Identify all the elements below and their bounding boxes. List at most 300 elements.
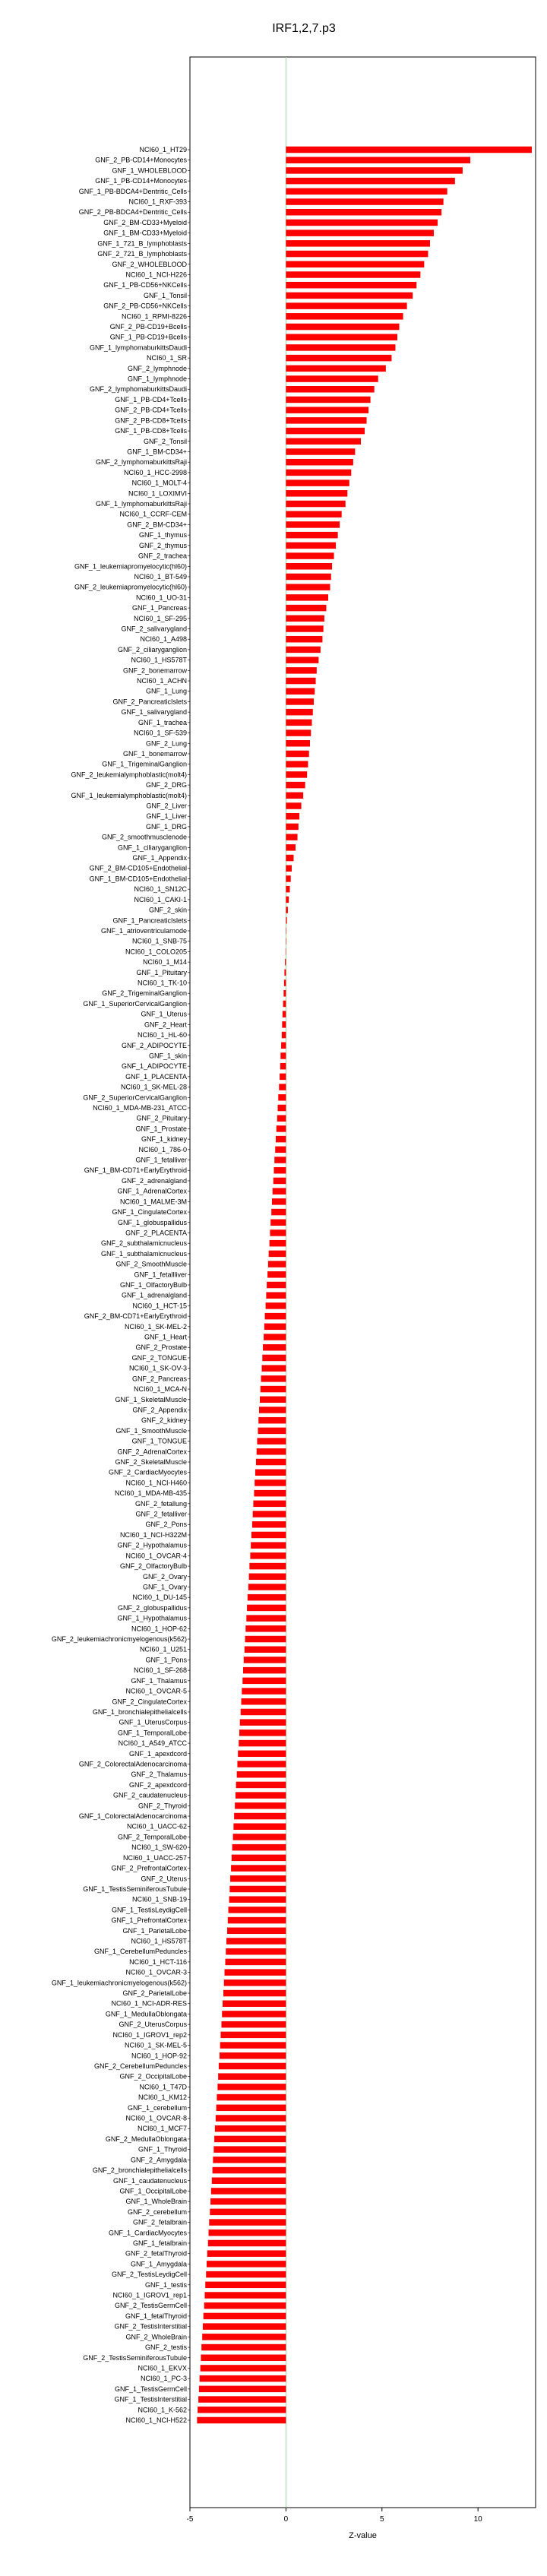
bar xyxy=(286,229,434,236)
bar xyxy=(286,802,301,809)
bar xyxy=(234,1813,286,1819)
bar xyxy=(249,1574,286,1580)
category-label: GNF_2_PB-BDCA4+Dentritic_Cells xyxy=(78,208,187,217)
category-label: NCI60_1_IGROV1_rep2 xyxy=(112,2030,187,2039)
category-label: GNF_1_skin xyxy=(148,1052,187,1060)
category-label: GNF_2_cerebellum xyxy=(127,2207,187,2216)
bar xyxy=(286,688,315,694)
bar xyxy=(286,251,428,257)
bar xyxy=(224,1979,286,1986)
category-label: GNF_1_cerebellum xyxy=(127,2103,187,2112)
category-label: GNF_2_CardiacMyocytes xyxy=(108,1468,187,1476)
bar xyxy=(270,1220,286,1226)
bar xyxy=(204,2302,286,2309)
category-label: GNF_1_trachea xyxy=(138,718,187,726)
category-label: GNF_2_globuspallidus xyxy=(117,1603,187,1612)
bar xyxy=(255,1479,286,1486)
bar xyxy=(286,417,366,423)
category-label: NCI60_1_ACHN xyxy=(136,677,187,685)
category-label: GNF_2_DRG xyxy=(145,781,187,790)
category-label: NCI60_1_SNB-19 xyxy=(131,1895,187,1904)
bar xyxy=(250,1552,286,1559)
category-label: GNF_1_fetalThyroid xyxy=(125,2312,187,2320)
category-label: NCI60_1_DU-145 xyxy=(132,1593,187,1602)
category-label: GNF_1_globuspallidus xyxy=(117,1218,187,1226)
category-label: GNF_2_CingulateCortex xyxy=(112,1698,187,1706)
bar xyxy=(286,438,361,445)
bar xyxy=(253,1501,286,1507)
bar xyxy=(264,1334,286,1340)
bar xyxy=(286,667,316,673)
category-label: NCI60_1_KM12 xyxy=(138,2093,187,2102)
bar xyxy=(286,813,299,819)
x-axis xyxy=(187,2508,483,2524)
category-label: GNF_2_leukemialymphoblastic(molt4) xyxy=(71,771,187,779)
category-label: GNF_2_ColorectalAdenocarcinoma xyxy=(78,1760,187,1768)
bar xyxy=(279,1084,286,1090)
category-label: NCI60_1_SW-620 xyxy=(131,1843,187,1852)
category-label: NCI60_1_OVCAR-3 xyxy=(125,1968,187,1976)
category-label: GNF_2_BM-CD71+EarlyErythroid xyxy=(84,1312,187,1321)
category-label: NCI60_1_HL-60 xyxy=(137,1031,187,1040)
category-label: GNF_2_OlfactoryBulb xyxy=(119,1562,187,1571)
category-label: NCI60_1_HCT-116 xyxy=(129,1957,187,1966)
category-label: GNF_2_TestisInterstitial xyxy=(114,2322,187,2331)
category-label: GNF_2_SuperiorCervicalGanglion xyxy=(83,1093,187,1102)
category-label: GNF_1_fetalliver xyxy=(135,1156,187,1164)
category-label: GNF_2_UterusCorpus xyxy=(119,2021,187,2029)
bar xyxy=(286,188,447,195)
bar xyxy=(251,1532,286,1538)
bar xyxy=(226,1948,286,1954)
category-label: GNF_2_BM-CD33+Myeloid xyxy=(103,218,187,226)
bar xyxy=(286,605,326,611)
category-label: NCI60_1_SK-MEL-28 xyxy=(120,1083,187,1091)
bar xyxy=(204,2292,286,2298)
category-label: NCI60_1_SK-MEL-2 xyxy=(124,1322,187,1331)
category-label: GNF_2_Pituitary xyxy=(136,1114,187,1122)
category-label: GNF_1_caudatenucleus xyxy=(112,2176,187,2185)
bar xyxy=(212,2178,286,2184)
bar xyxy=(248,1584,286,1590)
category-label: GNF_2_ciliaryganglion xyxy=(117,645,187,653)
category-label: GNF_2_AdrenalCortex xyxy=(117,1448,187,1456)
bar xyxy=(258,1417,286,1423)
bar xyxy=(286,698,314,704)
bar xyxy=(286,490,347,496)
category-label: NCI60_1_MCF7 xyxy=(137,2125,187,2133)
category-label: NCI60_1_SF-539 xyxy=(133,729,187,737)
category-label: GNF_2_fetalbrain xyxy=(132,2218,187,2226)
category-label: NCI60_1_CAKI-1 xyxy=(134,895,187,903)
bar xyxy=(286,386,374,392)
category-label: GNF_2_Thalamus xyxy=(131,1771,187,1779)
category-label: GNF_2_WHOLEBLOOD xyxy=(112,260,187,268)
category-label: GNF_2_TestisLeydigCell xyxy=(111,2271,187,2279)
bar xyxy=(229,1907,286,1913)
category-label: GNF_1_kidney xyxy=(141,1135,187,1144)
bar xyxy=(221,2021,286,2027)
bar xyxy=(201,2355,286,2361)
bar xyxy=(286,501,345,507)
category-label: NCI60_1_MCA-N xyxy=(133,1385,187,1394)
category-label: GNF_1_PancreaticIslets xyxy=(112,916,187,925)
category-label: GNF_1_Prostate xyxy=(135,1125,187,1133)
category-label: GNF_2_smoothmusclenode xyxy=(101,833,187,841)
category-label: NCI60_1_UACC-257 xyxy=(122,1853,187,1862)
category-label: GNF_2_SmoothMuscle xyxy=(115,1260,187,1268)
category-label: GNF_2_Ovary xyxy=(142,1572,187,1581)
category-label: GNF_2_MedullaOblongata xyxy=(105,2135,187,2143)
bar xyxy=(207,2250,286,2256)
category-label: GNF_2_Amygdala xyxy=(130,2156,187,2164)
bar xyxy=(270,1240,286,1246)
category-label: GNF_1_TestisInterstitial xyxy=(114,2395,187,2404)
bar xyxy=(213,2167,286,2173)
bar xyxy=(238,1751,286,1757)
category-label: NCI60_1_EKVX xyxy=(138,2364,187,2372)
bar xyxy=(218,2073,286,2079)
bar xyxy=(252,1521,286,1527)
bar xyxy=(286,543,336,549)
bar xyxy=(208,2240,286,2246)
bar xyxy=(246,1615,286,1621)
category-label: GNF_2_salivarygland xyxy=(121,625,187,633)
bar xyxy=(241,1709,286,1715)
bar xyxy=(209,2219,286,2225)
bar xyxy=(286,157,470,163)
bar xyxy=(274,1157,286,1163)
bar xyxy=(269,1251,286,1257)
category-label: GNF_2_TONGUE xyxy=(131,1353,187,1362)
bar xyxy=(274,1167,286,1173)
category-label: GNF_1_PB-CD19+Bcells xyxy=(109,333,187,341)
bar xyxy=(281,1043,286,1049)
bar xyxy=(275,1147,286,1153)
bar xyxy=(286,855,293,861)
category-label: GNF_1_fetalbrain xyxy=(132,2239,187,2247)
bar xyxy=(280,1052,286,1059)
bar xyxy=(286,740,310,746)
bar xyxy=(241,1698,286,1704)
bar xyxy=(213,2157,286,2163)
category-label: GNF_1_PB-CD8+Tcells xyxy=(115,427,187,435)
category-label: NCI60_1_RPMI-8226 xyxy=(121,312,187,321)
bar xyxy=(286,470,351,476)
category-label: GNF_2_Appendix xyxy=(132,1406,187,1414)
bar xyxy=(258,1428,286,1434)
category-label: NCI60_1_NCI-H522 xyxy=(125,2416,187,2424)
bar xyxy=(286,448,355,454)
category-label: GNF_1_Tonsil xyxy=(143,291,187,299)
category-label: GNF_2_PB-CD4+Tcells xyxy=(115,406,187,414)
bar xyxy=(286,407,368,413)
category-label: GNF_1_UterusCorpus xyxy=(119,1718,187,1726)
x-tick-label: 0 xyxy=(283,2515,289,2524)
bar xyxy=(272,1198,286,1204)
category-label: GNF_2_Pons xyxy=(145,1521,187,1529)
bar xyxy=(264,1324,286,1330)
category-label: NCI60_1_MDA-MB-435 xyxy=(114,1489,187,1498)
category-label: GNF_2_PrefrontalCortex xyxy=(111,1864,187,1872)
bar xyxy=(286,178,454,184)
category-label: NCI60_1_COLO205 xyxy=(125,948,187,956)
bar xyxy=(286,240,430,246)
bar xyxy=(286,897,289,903)
y-axis-labels xyxy=(52,146,190,2424)
bar xyxy=(247,1605,286,1611)
bar xyxy=(265,1313,286,1319)
category-label: GNF_2_Pancreas xyxy=(131,1375,187,1383)
bar xyxy=(277,1125,286,1131)
category-label: NCI60_1_RXF-393 xyxy=(128,198,187,206)
bar xyxy=(286,302,406,309)
bar xyxy=(286,844,296,850)
bar xyxy=(226,1959,286,1965)
bar xyxy=(242,1678,286,1684)
category-label: GNF_1_PB-BDCA4+Dentritic_Cells xyxy=(78,187,187,195)
category-label: NCI60_1_786-0 xyxy=(138,1145,187,1154)
category-label: GNF_1_Appendix xyxy=(132,854,187,862)
bar xyxy=(286,886,289,892)
category-label: GNF_2_Hypothalamus xyxy=(117,1541,187,1549)
category-label: GNF_1_lymphnode xyxy=(127,375,187,383)
category-label: GNF_2_BM-CD105+Endothelial xyxy=(89,864,187,872)
category-label: NCI60_1_HCC-2998 xyxy=(123,468,187,476)
category-label: GNF_2_leukemiachronicmyelogenous(k562) xyxy=(51,1635,187,1644)
category-label: GNF_2_lymphomaburkittsRaji xyxy=(95,458,187,467)
category-label: NCI60_1_IGROV1_rep1 xyxy=(112,2291,187,2299)
category-label: GNF_1_AdrenalCortex xyxy=(117,1187,187,1195)
bar xyxy=(217,2105,286,2111)
category-label: NCI60_1_PC-3 xyxy=(140,2375,187,2383)
bar xyxy=(286,366,385,372)
bar xyxy=(286,511,341,517)
category-label: GNF_1_SmoothMuscle xyxy=(115,1426,187,1435)
category-label: GNF_1_lymphomaburkittsDaudi xyxy=(89,343,187,352)
chart-title: IRF1,2,7.p3 xyxy=(272,22,336,35)
bar xyxy=(251,1542,286,1548)
bar xyxy=(245,1646,286,1652)
bar xyxy=(284,979,286,986)
bar xyxy=(267,1271,286,1277)
category-label: NCI60_1_NCI-H226 xyxy=(125,271,187,279)
bar xyxy=(233,1823,286,1829)
bar xyxy=(244,1657,286,1663)
category-label: GNF_2_BM-CD34+ xyxy=(127,521,187,529)
category-label: GNF_2_Prostate xyxy=(135,1343,187,1352)
category-label: NCI60_1_BT-549 xyxy=(134,572,187,581)
bar xyxy=(200,2375,286,2381)
bar xyxy=(228,1917,286,1923)
bar xyxy=(215,2125,286,2131)
bar xyxy=(286,657,318,663)
category-label: GNF_2_PB-CD8+Tcells xyxy=(115,416,187,425)
x-tick-label: 10 xyxy=(473,2515,482,2524)
bar xyxy=(232,1855,286,1861)
bar xyxy=(286,782,305,788)
category-label: NCI60_1_SN12C xyxy=(134,885,187,894)
category-label: NCI60_1_MOLT-4 xyxy=(131,479,187,487)
bar xyxy=(229,1886,286,1892)
category-label: NCI60_1_K-562 xyxy=(138,2406,187,2414)
category-label: GNF_1_Liver xyxy=(146,812,187,821)
bar xyxy=(232,1844,286,1850)
bar xyxy=(268,1261,286,1267)
category-label: GNF_2_bonemarrow xyxy=(122,666,187,675)
bar xyxy=(220,2052,286,2059)
category-label: NCI60_1_M14 xyxy=(142,958,187,967)
bar xyxy=(280,1074,286,1080)
category-label: GNF_1_BM-CD105+Endothelial xyxy=(89,875,187,883)
category-label: NCI60_1_SK-OV-3 xyxy=(128,1364,187,1372)
bar xyxy=(286,198,443,204)
bar xyxy=(286,428,365,434)
category-label: GNF_1_OlfactoryBulb xyxy=(119,1281,187,1289)
category-label: GNF_2_Tonsil xyxy=(143,437,187,445)
category-label: NCI60_1_NCI-H322M xyxy=(119,1530,187,1539)
bar xyxy=(286,865,292,871)
bar xyxy=(277,1115,286,1121)
category-label: NCI60_1_HOP-92 xyxy=(131,2052,187,2060)
category-label: GNF_2_PLACENTA xyxy=(125,1229,187,1237)
bar xyxy=(206,2271,286,2277)
bar xyxy=(286,678,315,684)
bar xyxy=(237,1761,286,1767)
category-label: GNF_1_WHOLEBLOOD xyxy=(112,166,187,175)
bar xyxy=(239,1729,286,1736)
bar xyxy=(286,729,311,736)
category-label: GNF_1_subthalamicnucleus xyxy=(100,1249,187,1258)
bar xyxy=(240,1719,286,1725)
category-label: GNF_1_PB-CD14+Monocytes xyxy=(95,177,187,185)
category-label: GNF_1_PB-CD4+Tcells xyxy=(115,395,187,403)
bar xyxy=(276,1136,286,1142)
bar xyxy=(285,959,286,965)
category-label: GNF_1_TemporalLobe xyxy=(117,1729,187,1737)
bar xyxy=(284,970,286,976)
category-label: GNF_1_TrigeminalGanglion xyxy=(102,760,187,768)
bar xyxy=(262,1355,286,1361)
bar xyxy=(197,2417,286,2423)
category-label: GNF_1_salivarygland xyxy=(121,708,187,717)
bar xyxy=(286,625,323,631)
category-label: GNF_2_WholeBrain xyxy=(125,2333,187,2341)
category-label: GNF_1_bonemarrow xyxy=(122,749,187,758)
category-label: GNF_2_PB-CD19+Bcells xyxy=(109,323,187,331)
category-label: GNF_1_leukemialymphoblastic(molt4) xyxy=(71,791,187,799)
x-axis-label: Z-value xyxy=(349,2531,377,2540)
category-label: NCI60_1_NCI-ADR-RES xyxy=(111,1999,187,2008)
bar xyxy=(257,1448,286,1454)
bar xyxy=(199,2386,286,2392)
bar xyxy=(286,220,438,226)
bar xyxy=(245,1625,286,1631)
category-label: GNF_1_TestisGermCell xyxy=(114,2385,187,2393)
bar xyxy=(282,1021,286,1027)
category-label: GNF_1_CingulateCortex xyxy=(112,1208,187,1217)
bar xyxy=(283,1001,286,1007)
bar xyxy=(248,1594,286,1600)
bar xyxy=(286,282,416,288)
category-label: NCI60_1_MALME-3M xyxy=(119,1198,187,1206)
category-label: NCI60_1_OVCAR-8 xyxy=(125,2114,187,2122)
bar xyxy=(286,574,330,580)
bar xyxy=(286,594,328,600)
bar xyxy=(213,2146,286,2152)
category-label: GNF_1_CardiacMyocytes xyxy=(108,2229,187,2237)
bar xyxy=(249,1563,286,1569)
category-label: GNF_2_TemporalLobe xyxy=(117,1833,187,1841)
bar xyxy=(286,313,403,319)
category-label: GNF_1_721_B_lymphoblasts xyxy=(97,239,187,248)
bar xyxy=(286,563,332,569)
category-label: GNF_2_Liver xyxy=(146,802,187,810)
category-label: NCI60_1_HS578T xyxy=(131,656,187,664)
category-label: NCI60_1_SF-295 xyxy=(133,614,187,622)
bar xyxy=(201,2344,286,2350)
category-label: GNF_1_atrioventricularnode xyxy=(100,926,187,935)
bar xyxy=(211,2188,286,2194)
category-label: GNF_1_BM-CD34+ xyxy=(127,448,187,456)
category-label: GNF_1_TestisLeydigCell xyxy=(111,1906,187,1914)
bar xyxy=(236,1792,286,1798)
category-label: GNF_1_ColorectalAdenocarcinoma xyxy=(78,1812,187,1821)
bar xyxy=(210,2198,286,2204)
category-label: GNF_1_thymus xyxy=(138,531,187,540)
category-label: GNF_2_ADIPOCYTE xyxy=(121,1041,187,1049)
x-tick-label: -5 xyxy=(186,2515,194,2524)
category-label: GNF_2_kidney xyxy=(141,1416,187,1425)
bar xyxy=(233,1834,286,1840)
category-label: GNF_2_Thyroid xyxy=(138,1802,187,1810)
category-label: GNF_2_PancreaticIslets xyxy=(112,698,187,706)
category-label: GNF_1_Uterus xyxy=(141,1010,187,1018)
bar xyxy=(239,1740,286,1746)
category-label: GNF_2_fetalliver xyxy=(135,1510,187,1518)
bar xyxy=(286,720,311,726)
category-label: GNF_1_CerebellumPeduncles xyxy=(93,1948,187,1956)
category-label: GNF_1_Heart xyxy=(144,1333,187,1341)
category-label: NCI60_1_HCT-15 xyxy=(132,1302,187,1310)
category-label: GNF_1_BM-CD33+Myeloid xyxy=(103,229,187,237)
bar xyxy=(227,1928,286,1934)
bar xyxy=(223,2000,286,2006)
category-label: GNF_2_SkeletalMuscle xyxy=(115,1458,187,1467)
category-label: GNF_2_leukemiapromyelocytic(hl60) xyxy=(74,583,187,591)
category-label: GNF_1_SkeletalMuscle xyxy=(115,1395,187,1404)
bar xyxy=(255,1469,286,1475)
category-label: GNF_1_apexdcord xyxy=(128,1749,187,1758)
category-label: GNF_1_Pancreas xyxy=(131,604,187,612)
category-label: GNF_2_bronchialepithelialcells xyxy=(92,2166,187,2175)
bar xyxy=(286,761,308,767)
category-label: GNF_1_MedullaOblongata xyxy=(105,2010,187,2018)
bar xyxy=(278,1105,286,1111)
bar xyxy=(286,355,391,361)
category-label: GNF_1_Pons xyxy=(145,1656,187,1664)
category-label: GNF_1_PLACENTA xyxy=(125,1072,187,1081)
category-label: GNF_2_lymphomaburkittsDaudi xyxy=(89,385,187,394)
bar xyxy=(230,1875,286,1881)
bar xyxy=(273,1188,286,1194)
bar xyxy=(286,521,340,527)
category-label: GNF_1_bronchialepithelialcells xyxy=(92,1707,187,1716)
bar xyxy=(262,1365,286,1371)
x-tick-label: 5 xyxy=(379,2515,384,2524)
category-label: GNF_2_apexdcord xyxy=(128,1780,187,1789)
bar xyxy=(280,1063,286,1069)
